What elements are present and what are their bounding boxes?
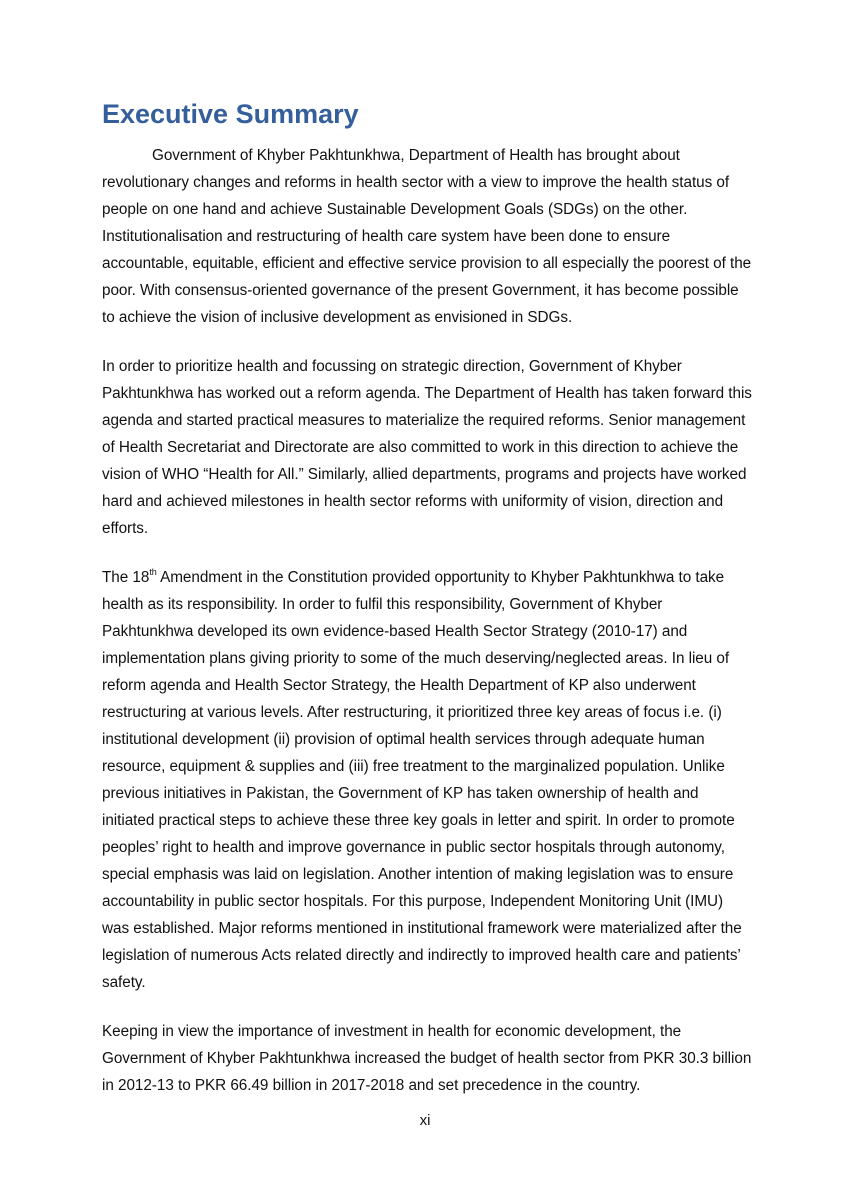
page-title: Executive Summary	[102, 99, 359, 129]
paragraph-2: In order to prioritize health and focussing on strategic direction, Government of Khyber Pakhtunkhwa has worked out a reform agenda. The Department of Health has taken forward this agenda and started practical measures to materialize the required reforms. Senior management of Health Secretariat and Directorate are also committed to work in this direction to achieve the vision of WHO “Health for All.” Similarly, allied departments, programs and projects have worked hard and achieved milestones in health sector reforms with uniformity of vision, direction and efforts.	[102, 358, 752, 537]
paragraph-3-body: Amendment in the Constitution provided opportunity to Khyber Pakhtunkhwa to take health as its responsibility. In order to fulfil this responsibility, Government of Khyber Pakhtunkhwa developed its own evidence-based Health Sector Strategy (2010-17) and implementation plans giving priority to some of the much deserving/neglected areas. In lieu of reform agenda and Health Sector Strategy, the Health Department of KP also underwent restructuring at various levels. After restructuring, it prioritized three key areas of focus i.e. (i) institutional development (ii) provision of optimal health services through adequate human resource, equipment & supplies and (iii) free treatment to the marginalized population. Unlike previous initiatives in Pakistan, the Government of KP has taken ownership of health and initiated practical steps to achieve these three key goals in letter and spirit. In order to promote peoples’ right to health and improve governance in public sector hospitals through autonomy, special emphasis was laid on legislation. Another intention of making legislation was to ensure accountability in public sector hospitals. For this purpose, Independent Monitoring Unit (IMU) was established. Major reforms mentioned in institutional framework were materialized after the legislation of numerous Acts related directly and indirectly to improved health care and patients’ safety.	[102, 569, 742, 991]
ordinal-superscript: th	[149, 566, 157, 577]
paragraph-4: Keeping in view the importance of investment in health for economic development, the Government of Khyber Pakhtunkhwa increased the budget of health sector from PKR 30.3 billion in 2012-13 to PKR 66.49 billion in 2017-2018 and set precedence in the country.	[102, 1023, 752, 1094]
paragraph-1: Government of Khyber Pakhtunkhwa, Department of Health has brought about revolutionary changes and reforms in health sector with a view to improve the health status of people on one hand and achieve Sustainable Development Goals (SDGs) on the other. Institutionalisation and restructuring of health care system have been done to ensure accountable, equitable, efficient and effective service provision to all especially the poorest of the poor. With consensus-oriented governance of the present Government, it has become possible to achieve the vision of inclusive development as envisioned in SDGs.	[102, 147, 752, 326]
paragraph-3-prefix: The 18	[102, 569, 150, 586]
page-content	[102, 96, 752, 1099]
paragraph-3	[102, 564, 752, 996]
page-number: xi	[419, 1112, 431, 1129]
